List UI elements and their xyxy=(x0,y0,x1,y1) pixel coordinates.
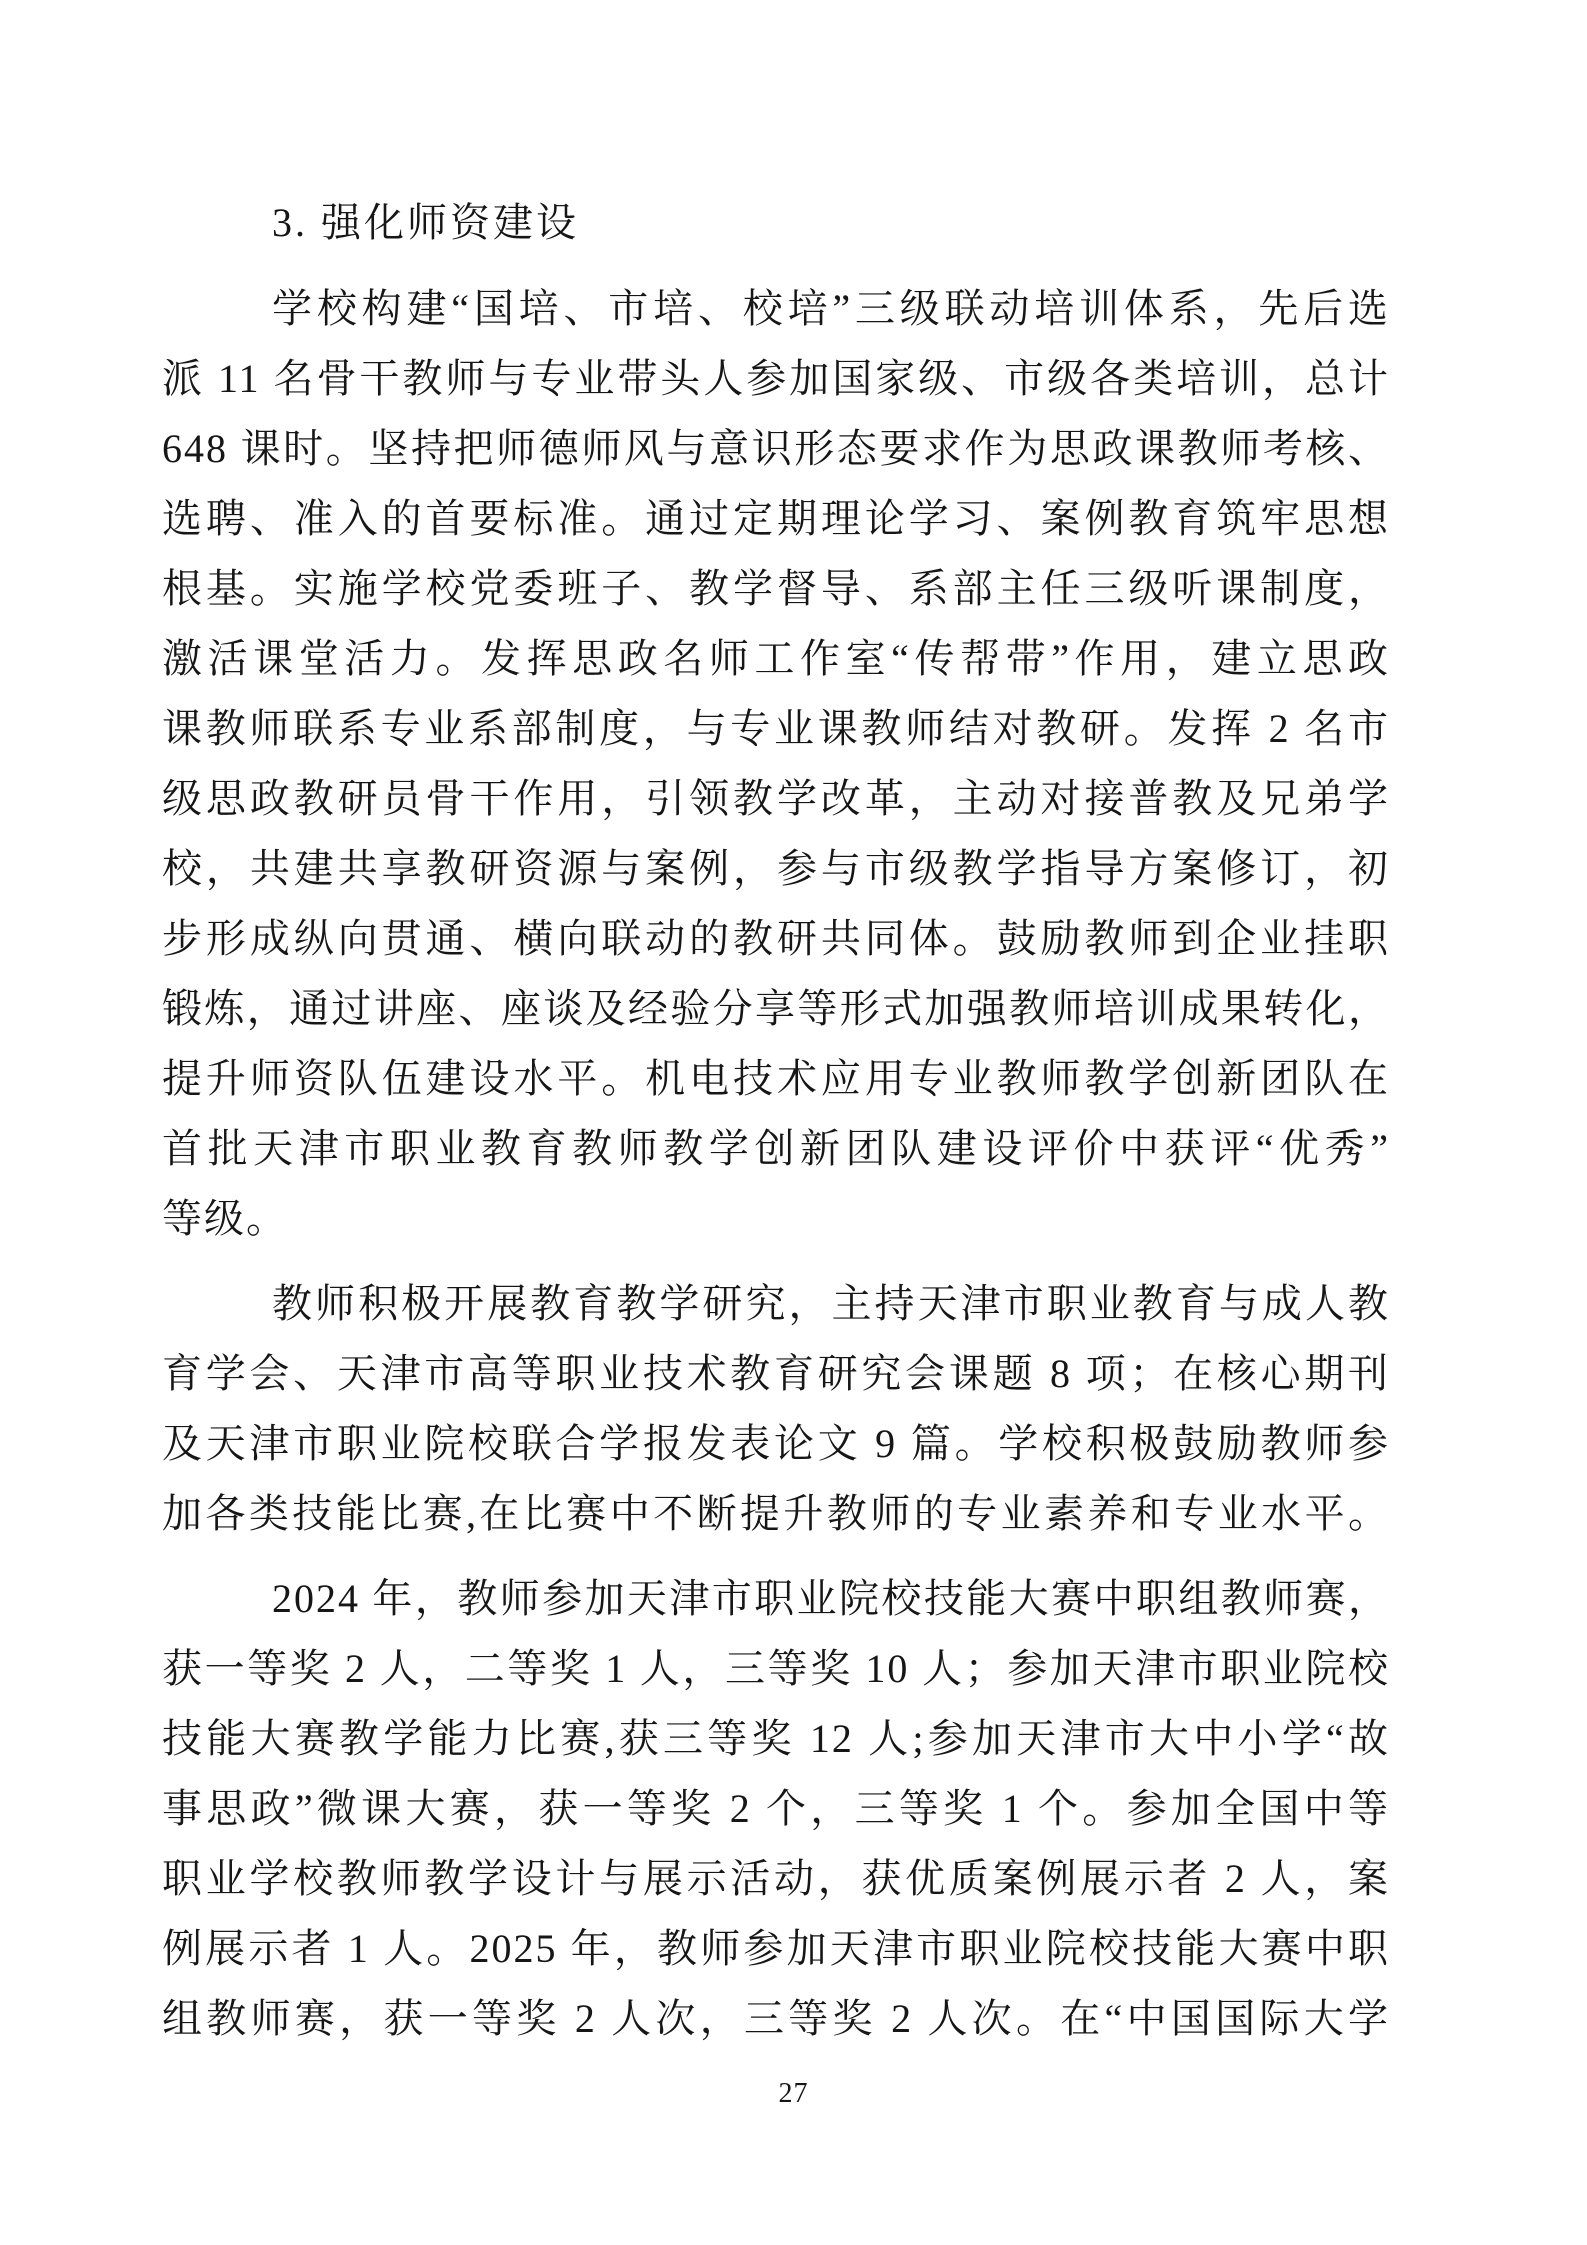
text-line-p3-l7: 组教师赛，获一等奖 2 人次，三等奖 2 人次。在“中国国际大学 xyxy=(162,1996,1390,2041)
text-line-p1-l5: 根基。实施学校党委班子、教学督导、系部主任三级听课制度， xyxy=(162,566,1390,611)
text-line-p1-l8: 级思政教研员骨干作用，引领教学改革，主动对接普教及兄弟学 xyxy=(162,776,1390,821)
text-line-p2-l2: 育学会、天津市高等职业技术教育研究会课题 8 项；在核心期刊 xyxy=(162,1351,1390,1396)
text-line-p1-l11: 锻炼，通过讲座、座谈及经验分享等形式加强教师培训成果转化， xyxy=(162,986,1390,1031)
text-line-p1-l1: 学校构建“国培、市培、校培”三级联动培训体系，先后选 xyxy=(272,286,1390,331)
text-line-p1-l7: 课教师联系专业系部制度，与专业课教师结对教研。发挥 2 名市 xyxy=(162,706,1390,751)
text-line-p1-l12: 提升师资队伍建设水平。机电技术应用专业教师教学创新团队在 xyxy=(162,1056,1390,1101)
text-line-p3-l5: 职业学校教师教学设计与展示活动，获优质案例展示者 2 人，案 xyxy=(162,1856,1390,1901)
section-heading: 3. 强化师资建设 xyxy=(272,200,579,245)
text-line-p1-l14: 等级。 xyxy=(162,1196,288,1241)
text-line-p3-l3: 技能大赛教学能力比赛,获三等奖 12 人;参加天津市大中小学“故 xyxy=(162,1716,1390,1761)
text-line-p3-l2: 获一等奖 2 人，二等奖 1 人，三等奖 10 人；参加天津市职业院校 xyxy=(162,1646,1390,1691)
text-line-p2-l1: 教师积极开展教育教学研究，主持天津市职业教育与成人教 xyxy=(272,1281,1390,1326)
text-line-p3-l6: 例展示者 1 人。2025 年，教师参加天津市职业院校技能大赛中职 xyxy=(162,1926,1390,1971)
text-line-p1-l13: 首批天津市职业教育教师教学创新团队建设评价中获评“优秀” xyxy=(162,1126,1390,1171)
text-line-p1-l10: 步形成纵向贯通、横向联动的教研共同体。鼓励教师到企业挂职 xyxy=(162,916,1390,961)
page-number: 27 xyxy=(778,2078,809,2109)
text-line-p3-l1: 2024 年，教师参加天津市职业院校技能大赛中职组教师赛， xyxy=(272,1576,1390,1621)
text-line-p1-l9: 校，共建共享教研资源与案例，参与市级教学指导方案修订，初 xyxy=(162,846,1390,891)
text-line-p1-l4: 选聘、准入的首要标准。通过定期理论学习、案例教育筑牢思想 xyxy=(162,496,1390,541)
text-line-p1-l6: 激活课堂活力。发挥思政名师工作室“传帮带”作用，建立思政 xyxy=(162,636,1390,681)
text-line-p2-l3: 及天津市职业院校联合学报发表论文 9 篇。学校积极鼓励教师参 xyxy=(162,1421,1390,1466)
text-line-p1-l3: 648 课时。坚持把师德师风与意识形态要求作为思政课教师考核、 xyxy=(162,426,1390,471)
text-line-p3-l4: 事思政”微课大赛，获一等奖 2 个，三等奖 1 个。参加全国中等 xyxy=(162,1786,1390,1831)
text-line-p2-l4: 加各类技能比赛,在比赛中不断提升教师的专业素养和专业水平。 xyxy=(162,1491,1390,1536)
text-line-p1-l2: 派 11 名骨干教师与专业带头人参加国家级、市级各类培训，总计 xyxy=(162,356,1390,401)
